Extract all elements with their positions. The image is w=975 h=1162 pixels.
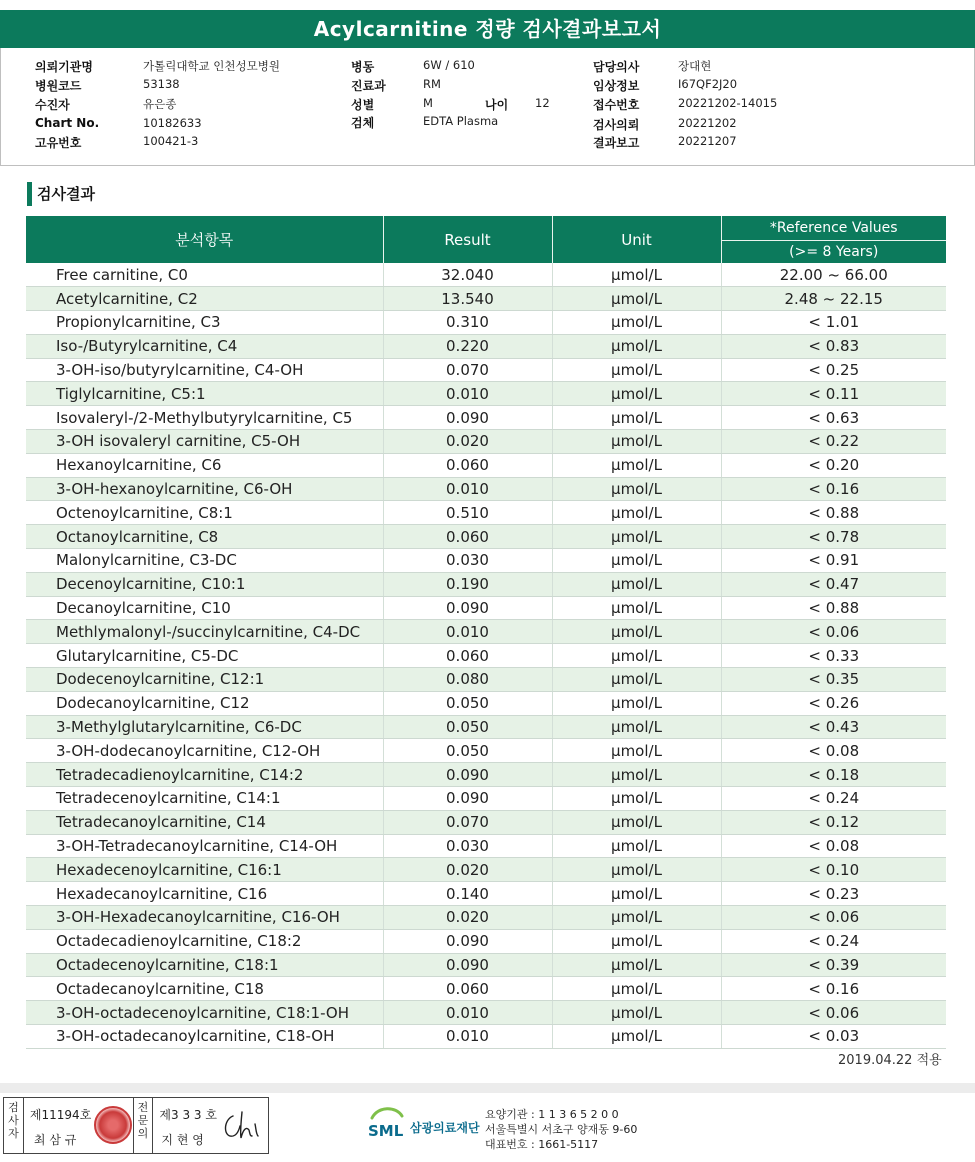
unit-value: µmol/L [552,549,721,573]
reference-value: < 0.16 [721,477,946,501]
applied-date-note: 2019.04.22 적용 [838,1053,942,1068]
table-row [26,906,946,930]
table-row [26,739,946,763]
analyte-name: Octadecanoylcarnitine, C18 [26,977,383,1001]
reference-value: < 0.16 [721,977,946,1001]
table-row [26,715,946,739]
table-row [26,929,946,953]
result-value: 0.090 [383,953,552,977]
header-result: Result [383,216,552,263]
unit-value: µmol/L [552,739,721,763]
role-char: 사 [8,1114,19,1127]
table-row [26,644,946,668]
unit-value: µmol/L [552,668,721,692]
table-row [26,763,946,787]
value-unique-no: 100421-3 [143,134,199,148]
value-sex: M [423,96,433,110]
table-row [26,596,946,620]
unit-value: µmol/L [552,1001,721,1025]
table-row [26,430,946,454]
value-requesting-institution: 가톨릭대학교 인천성모병원 [143,59,280,73]
unit-value: µmol/L [552,644,721,668]
result-value: 0.060 [383,525,552,549]
result-value: 0.010 [383,1001,552,1025]
value-request-date: 20221202 [678,116,737,130]
unit-value: µmol/L [552,882,721,906]
result-value: 0.020 [383,430,552,454]
reference-value: < 0.88 [721,501,946,525]
unit-value: µmol/L [552,453,721,477]
analyte-name: 3-OH isovaleryl carnitine, C5-OH [26,430,383,454]
analyte-name: Hexanoylcarnitine, C6 [26,453,383,477]
reference-value: < 0.26 [721,691,946,715]
technician-license: 제11194호 [29,1108,92,1122]
reference-value: < 0.39 [721,953,946,977]
unit-value: µmol/L [552,572,721,596]
reference-value: < 1.01 [721,311,946,335]
analyte-name: 3-OH-octadecenoylcarnitine, C18:1-OH [26,1001,383,1025]
reference-value: < 0.20 [721,453,946,477]
result-value: 0.010 [383,1025,552,1049]
result-value: 0.070 [383,358,552,382]
label-chart-no: Chart No. [35,116,100,130]
analyte-name: 3-OH-Hexadecanoylcarnitine, C16-OH [26,906,383,930]
analyte-name: Dodecanoylcarnitine, C12 [26,691,383,715]
reference-value: < 0.25 [721,358,946,382]
analyte-name: Propionylcarnitine, C3 [26,311,383,335]
analyte-name: Tetradecenoylcarnitine, C14:1 [26,787,383,811]
result-value: 0.090 [383,787,552,811]
result-value: 0.020 [383,858,552,882]
value-doctor: 장대현 [678,59,712,73]
value-age: 12 [535,96,550,110]
analyte-name: Tiglylcarnitine, C5:1 [26,382,383,406]
table-row [26,311,946,335]
reference-value: < 0.06 [721,906,946,930]
value-ward: 6W / 610 [423,58,475,72]
label-clinical-info: 임상정보 [593,79,640,93]
table-row [26,501,946,525]
reference-value: < 0.08 [721,834,946,858]
footer-separator [0,1083,975,1093]
table-row [26,549,946,573]
analyte-name: Octenoylcarnitine, C8:1 [26,501,383,525]
value-department: RM [423,77,441,91]
reference-value: < 0.06 [721,1001,946,1025]
header-item: 분석항목 [26,216,383,263]
table-row [26,406,946,430]
analyte-name: 3-OH-octadecanoylcarnitine, C18-OH [26,1025,383,1049]
result-rows [26,263,946,1048]
result-value: 13.540 [383,287,552,311]
unit-value: µmol/L [552,929,721,953]
sml-logo-icon [366,1104,408,1146]
result-value: 0.310 [383,311,552,335]
result-value: 0.090 [383,596,552,620]
specialist-license: 제3 3 3 호 [159,1108,217,1122]
role-char: 전 [137,1101,149,1114]
reference-value: < 0.06 [721,620,946,644]
reference-value: < 0.08 [721,739,946,763]
result-value: 0.060 [383,977,552,1001]
analyte-name: 3-OH-iso/butyrylcarnitine, C4-OH [26,358,383,382]
unit-value: µmol/L [552,834,721,858]
technician-name: 최 삼 규 [33,1133,77,1147]
table-row [26,620,946,644]
result-value: 0.140 [383,882,552,906]
analyte-name: Decanoylcarnitine, C10 [26,596,383,620]
result-value: 0.080 [383,668,552,692]
patient-info-box [0,48,975,166]
analyte-name: Malonylcarnitine, C3-DC [26,549,383,573]
result-value: 0.510 [383,501,552,525]
value-specimen: EDTA Plasma [423,114,499,128]
analyte-name: Isovaleryl-/2-Methylbutyrylcarnitine, C5 [26,406,383,430]
table-row [26,858,946,882]
analyte-name: 3-OH-hexanoylcarnitine, C6-OH [26,477,383,501]
unit-value: µmol/L [552,763,721,787]
table-row [26,263,946,287]
analyte-name: Dodecenoylcarnitine, C12:1 [26,668,383,692]
signature-icon [219,1108,263,1144]
label-doctor: 담당의사 [593,60,640,74]
report-title: Acylcarnitine 정량 검사결과보고서 [0,10,975,48]
brand-name: 삼광의료재단 [410,1121,480,1135]
section-marker [27,182,32,206]
analyte-name: Hexadecenoylcarnitine, C16:1 [26,858,383,882]
table-row [26,477,946,501]
table-row [26,1025,946,1049]
contact-institution-code: 요양기관 : 1 1 3 6 5 2 0 0 [485,1108,619,1121]
table-row [26,668,946,692]
unit-value: µmol/L [552,1025,721,1049]
table-row [26,525,946,549]
table-row [26,810,946,834]
analyte-name: 3-OH-Tetradecanoylcarnitine, C14-OH [26,834,383,858]
label-department: 진료과 [351,79,386,93]
official-seal-icon [94,1106,132,1144]
contact-phone: 대표번호 : 1661-5117 [485,1138,599,1151]
unit-value: µmol/L [552,263,721,287]
result-value: 0.090 [383,406,552,430]
unit-value: µmol/L [552,525,721,549]
label-receipt-no: 접수번호 [593,98,640,112]
result-value: 0.190 [383,572,552,596]
table-row [26,834,946,858]
result-value: 0.050 [383,739,552,763]
reference-value: < 0.83 [721,334,946,358]
sml-logo-text: SML [368,1122,404,1140]
signer-role-specialist [134,1098,154,1153]
unit-value: µmol/L [552,382,721,406]
label-sex: 성별 [351,98,375,112]
table-row [26,287,946,311]
analyte-name: Tetradecanoylcarnitine, C14 [26,810,383,834]
analyte-name: Free carnitine, C0 [26,263,383,287]
label-patient: 수진자 [35,98,70,112]
reference-value: < 0.78 [721,525,946,549]
value-report-date: 20221207 [678,134,737,148]
value-patient: 유은종 [143,97,177,111]
unit-value: µmol/L [552,715,721,739]
result-value: 32.040 [383,263,552,287]
analyte-name: Hexadecanoylcarnitine, C16 [26,882,383,906]
label-requesting-institution: 의뢰기관명 [35,60,93,74]
reference-value: < 0.23 [721,882,946,906]
table-row [26,382,946,406]
result-value: 0.090 [383,763,552,787]
unit-value: µmol/L [552,311,721,335]
reference-value: < 0.18 [721,763,946,787]
unit-value: µmol/L [552,953,721,977]
reference-value: < 0.22 [721,430,946,454]
unit-value: µmol/L [552,287,721,311]
reference-value: < 0.88 [721,596,946,620]
table-row [26,453,946,477]
label-ward: 병동 [351,60,375,74]
result-value: 0.220 [383,334,552,358]
unit-value: µmol/L [552,620,721,644]
result-value: 0.030 [383,549,552,573]
analyte-name: Iso-/Butyrylcarnitine, C4 [26,334,383,358]
result-value: 0.050 [383,715,552,739]
section-title: 검사결과 [37,185,95,203]
unit-value: µmol/L [552,810,721,834]
reference-value: < 0.03 [721,1025,946,1049]
reference-value: < 0.10 [721,858,946,882]
analyte-name: Tetradecadienoylcarnitine, C14:2 [26,763,383,787]
signer-technician [24,1098,134,1153]
table-row [26,1001,946,1025]
header-reference: *Reference Values [721,216,946,240]
unit-value: µmol/L [552,691,721,715]
table-row [26,572,946,596]
label-unique-no: 고유번호 [35,136,82,150]
role-char: 문 [137,1114,149,1127]
signer-role-technician [4,1098,24,1153]
result-value: 0.030 [383,834,552,858]
reference-value: 22.00 ~ 66.00 [721,263,946,287]
analyte-name: Acetylcarnitine, C2 [26,287,383,311]
analyte-name: Octadecenoylcarnitine, C18:1 [26,953,383,977]
result-value: 0.020 [383,906,552,930]
signature-box [3,1097,269,1154]
table-row [26,977,946,1001]
label-hospital-code: 병원코드 [35,79,82,93]
header-reference-age: (>= 8 Years) [721,240,946,263]
result-value: 0.050 [383,691,552,715]
unit-value: µmol/L [552,858,721,882]
unit-value: µmol/L [552,334,721,358]
header-unit: Unit [552,216,721,263]
unit-value: µmol/L [552,358,721,382]
results-table [26,216,946,1049]
value-hospital-code: 53138 [143,77,180,91]
reference-value: < 0.91 [721,549,946,573]
analyte-name: Glutarylcarnitine, C5-DC [26,644,383,668]
specialist-name: 지 현 영 [161,1133,204,1147]
reference-value: < 0.43 [721,715,946,739]
reference-value: < 0.12 [721,810,946,834]
analyte-name: 3-OH-dodecanoylcarnitine, C12-OH [26,739,383,763]
label-specimen: 검체 [351,116,375,130]
result-value: 0.070 [383,810,552,834]
result-value: 0.060 [383,453,552,477]
unit-value: µmol/L [552,596,721,620]
unit-value: µmol/L [552,430,721,454]
reference-value: < 0.47 [721,572,946,596]
unit-value: µmol/L [552,477,721,501]
reference-value: < 0.24 [721,929,946,953]
analyte-name: Decenoylcarnitine, C10:1 [26,572,383,596]
unit-value: µmol/L [552,977,721,1001]
role-char: 자 [8,1127,19,1140]
analyte-name: Methlymalonyl-/succinylcarnitine, C4-DC [26,620,383,644]
value-chart-no: 10182633 [143,116,202,130]
label-request-date: 검사의뢰 [593,118,640,132]
label-report-date: 결과보고 [593,136,640,150]
table-row [26,882,946,906]
analyte-name: 3-Methylglutarylcarnitine, C6-DC [26,715,383,739]
reference-value: 2.48 ~ 22.15 [721,287,946,311]
reference-value: < 0.24 [721,787,946,811]
reference-value: < 0.63 [721,406,946,430]
analyte-name: Octanoylcarnitine, C8 [26,525,383,549]
role-char: 의 [137,1127,149,1140]
table-row [26,787,946,811]
signer-specialist [153,1098,268,1153]
value-receipt-no: 20221202-14015 [678,96,778,110]
value-clinical-info: I67QF2J20 [678,77,738,91]
table-row [26,691,946,715]
table-row [26,334,946,358]
result-value: 0.010 [383,620,552,644]
table-row [26,358,946,382]
label-age: 나이 [485,98,509,112]
result-value: 0.060 [383,644,552,668]
result-value: 0.010 [383,477,552,501]
analyte-name: Octadecadienoylcarnitine, C18:2 [26,929,383,953]
result-value: 0.090 [383,929,552,953]
unit-value: µmol/L [552,906,721,930]
unit-value: µmol/L [552,406,721,430]
unit-value: µmol/L [552,501,721,525]
result-value: 0.010 [383,382,552,406]
table-row [26,953,946,977]
contact-address: 서울특별시 서초구 양재동 9-60 [485,1123,638,1136]
reference-value: < 0.11 [721,382,946,406]
role-char: 검 [8,1101,19,1114]
reference-value: < 0.33 [721,644,946,668]
unit-value: µmol/L [552,787,721,811]
reference-value: < 0.35 [721,668,946,692]
